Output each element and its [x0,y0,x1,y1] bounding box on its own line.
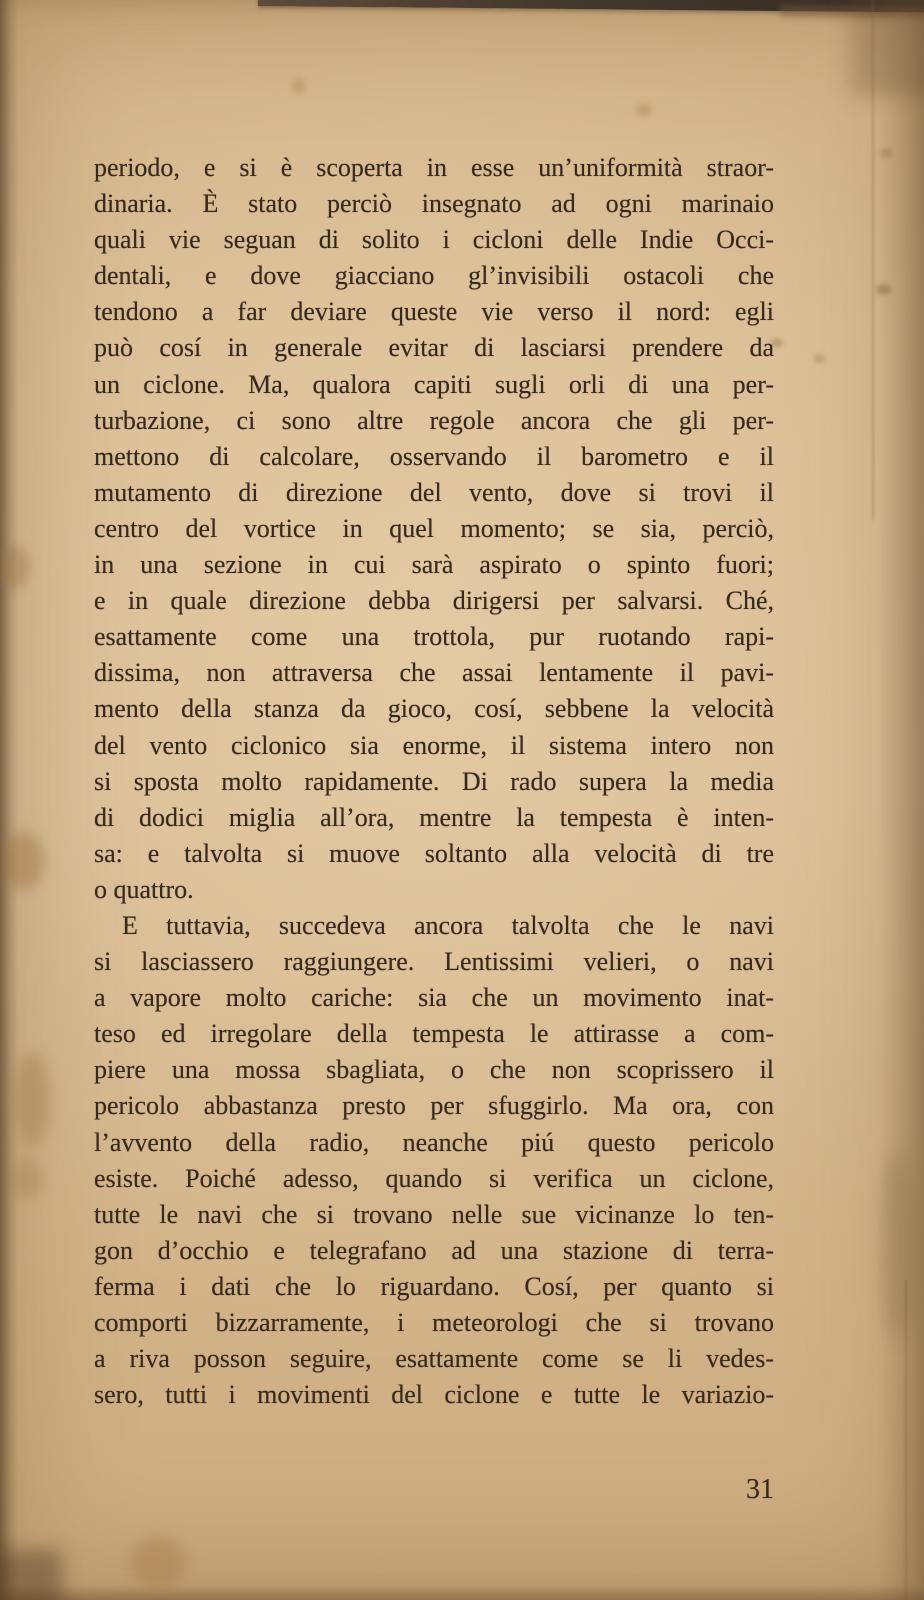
text-line: periodo, e si è scoperta in esse un’uniformità straor- [94,153,774,182]
paper-stain [880,148,893,158]
paper-stain [2,832,44,890]
page-left-edge-shadow [0,0,18,1600]
text-line: teso ed irregolare della tempesta le attirasse a com- [94,1019,774,1049]
text-line: mettono di calcolare, osservando il barometro e il [94,441,774,471]
paper-stain [14,1052,50,1147]
text-line: turbazione, ci sono altre regole ancora che gli per- [94,405,774,435]
text-line: di dodici miglia all’ora, mentre la tempesta è inten- [94,802,774,832]
paper-stain [130,1536,186,1588]
paper-stain [636,104,652,116]
text-line: tutte le navi che si trovano nelle sue vicinanze lo ten- [94,1199,774,1229]
text-line: dissima, non attraversa che assai lentamente il pavi- [94,658,774,688]
body-text [94,150,774,1413]
text-line: sero, tutti i movimenti del ciclone e tutte le variazio- [94,1380,774,1410]
page-fore-edge-line [905,1280,907,1600]
page-right-edge-shadow [878,0,924,1600]
text-line: quali vie seguan di solito i cicloni delle Indie Occi- [94,225,774,255]
text-line: e in quale direzione debba dirigersi per salvarsi. Ché, [94,586,774,616]
paper-stain [0,545,30,589]
text-line: piere una mossa sbagliata, o che non scoprissero il [94,1055,774,1085]
bottom-left-corner-shadow [0,1550,62,1600]
text-line: esiste. Poiché adesso, quando si verifica un ciclone, [94,1163,774,1193]
text-line: un ciclone. Ma, qualora capiti sugli orli di una per- [94,369,774,399]
text-line: in una sezione in cui sarà aspirato o spinto fuori; [94,550,774,580]
text-line: E tuttavia, succedeva ancora talvolta che le navi [122,910,774,940]
text-line: mento della stanza da gioco, cosí, sebbene la velocità [94,694,774,724]
text-line: pericolo abbastanza presto per sfuggirlo. Ma ora, con [94,1091,774,1121]
text-line: o quattro. [94,874,194,904]
text-line: tendono a far deviare queste vie verso il nord: egli [94,297,774,327]
text-line: ferma i dati che lo riguardano. Cosí, per quanto si [94,1271,774,1301]
text-line: sa: e talvolta si muove soltanto alla velocità di tre [94,838,774,868]
text-line: esattamente come una trottola, pur ruotando rapi- [94,622,774,652]
paper-stain [814,354,825,363]
text-line: a riva posson seguire, esattamente come se li vedes- [94,1344,774,1374]
text-line: dinaria. È stato perciò insegnato ad ogni marinaio [94,189,774,219]
page-bottom-edge-shadow [0,1585,924,1600]
paper-stain [876,284,891,295]
text-line: comporti bizzarramente, i meteorologi che si trovano [94,1308,774,1337]
page-fore-edge-line [872,0,874,520]
text-line: mutamento di direzione del vento, dove si trovi il [94,477,774,507]
text-line: a vapore molto cariche: sia che un movimento inat- [94,983,774,1013]
text-line: centro del vortice in quel momento; se sia, perciò, [94,513,774,543]
paper-stain [292,78,306,94]
text-line: dentali, e dove giacciano gl’invisibili ostacoli che [94,261,774,291]
text-line: gon d’occhio e telegrafano ad una stazione di terra- [94,1235,774,1265]
paper-stain [880,1150,914,1340]
text-line: si lasciassero raggiungere. Lentissimi velieri, o navi [94,947,774,977]
text-line: può cosí in generale evitar di lasciarsi prendere da [94,333,774,363]
text-line: si sposta molto rapidamente. Di rado supera la media [94,766,774,796]
text-line: del vento ciclonico sia enorme, il sistema intero non [94,730,774,760]
page-number: 31 [746,1474,774,1505]
paper-stain [12,1158,42,1200]
text-line: l’avvento della radio, neanche piú questo pericolo [94,1127,774,1157]
